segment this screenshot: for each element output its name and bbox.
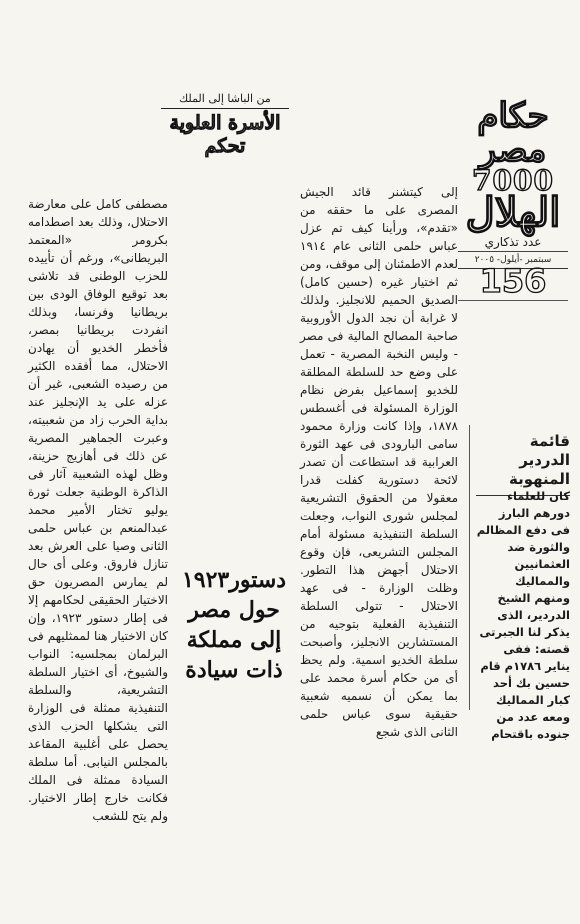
- masthead-date: سبتمبر -أيلول- ٢٠٠٥: [458, 251, 568, 268]
- article-text-left: مصطفى كامل على معارضة الاحتلال، وذلك بعد اصطدامه بكرومر «المعتمد البريطانى»، ورغم أن تأييده للحزب الوطنى قد تلاشى بعد توقيع الوفاق الودى بين بريطانيا وفرنسا، وبذلك انفردت بريطانيا بمصر، فأخطر الخديو أن يهادن الاحتلال، مما أفقده الكثير من رصيده الشعبى، غير أن عزله على يد الإنجليز عند بداية الحرب زاد من شعبيته، وعبرت الجماهير المصرية عن ذلك فى أهازيج حزينة، وظل لهذه الشعبية آثار فى الذاكرة الوطنية جعلت ثورة يوليو تختار الأمير محمد عبدالمنعم بن عباس حلمى الثانى وصيا على العرش بعد تنازل فاروق. وعلى أى حال لم يمارس المصريون حق الاختيار الحقيقى لحكامهم إلا فى إطار دستور ١٩٢٣، وإن كان الاختيار هنا لممثليهم فى البرلمان بمجلسيه: النواب والشيوخ، أى اختيار السلطة التشريعية، والسلطة التنفيذية ممثلة فى الوزارة التى يشكلها الحزب الذى يحصل على أغلبية المقاعد بالمجلس النيابى. أما سلطة السيادة ممثلة فى الملك فكانت خارج إطار الاختيار. ولم يتح للشعب: [28, 197, 168, 823]
- series-small-title: من الباشا إلى الملك: [179, 92, 271, 105]
- headline-line-1: دستور١٩٢٣: [181, 567, 287, 593]
- issue-number: 156: [458, 262, 568, 301]
- series-main-title: الأسرة العلوية تحكم: [169, 112, 281, 157]
- masthead: [458, 95, 568, 269]
- masthead-logo: الهلال: [465, 189, 561, 236]
- article-text-right: إلى كيتشنر قائد الجيش المصرى على ما حققه من «تقدم»، ورأينا كيف تم عزل عباس حلمى الثانى عام ١٩١٤ لعدم الاطمئنان إلى موقف، ومن ثم اختيار غيره (حسين كامل) الصديق الحميم للانجليز. ولذلك لا غرابة أن نجد الدول الأوروبية صاحبة المصالح المالية فى مصر - وليس النخبة المصرية - تعمل على وضع حد للسلطة المطلقة للخديو إسماعيل بفرض نظام الوزارة المسئولة فى أغسطس ١٨٧٨، وإذا كانت وزارة محمود سامى البارودى فى عهد الثورة العرابية قد استطاعت أن تصدر لائحة دستورية كفلت قدرا معقولا من الحقوق التشريعية لمجلس شورى النواب، وجعلت السلطة التنفيذية مسئولة أمام المجلس التشريعى، فإن وقوع الاحتلال أجهض هذا التطور. وظلت الوزارة - فى عهد الاحتلال - تتولى السلطة التنفيذية الفعلية بتوجيه من المستشارين الانجليز، وأصبحت سلطة الخديو اسمية. ولم يحظ أى من حكام أسرة محمد على بما يمكن أن نسميه شعبية حقيقية سوى عباس حلمى الثانى الذى شجع: [300, 185, 458, 739]
- article-column-right: [300, 183, 458, 741]
- sidebar-title: قائمة الدردير المنهوبة: [476, 432, 570, 496]
- masthead-number: 7000: [472, 164, 554, 197]
- masthead-line-1: حكام: [477, 96, 549, 136]
- series-title: [155, 92, 295, 158]
- headline-line-3: إلى مملكة: [186, 627, 282, 653]
- headline-line-2: حول مصر: [188, 597, 280, 623]
- sidebar-text: كان للعلماء دورهم البارز فى دفع المظالم والثورة ضد العثمانيين والمماليك ومنهم الشيخ الدردير، الذى يذكر لنا الجبرتى قصته: ففى يناير ١٧٨٦م قام حسين بك أحد كبار المماليك ومعه عدد من جنوده باقتحام: [476, 489, 570, 741]
- series-divider: [161, 108, 289, 109]
- masthead-line-2: مصر: [479, 130, 547, 170]
- headline-box: [175, 565, 293, 685]
- headline-line-4: ذات سيادة: [185, 657, 283, 683]
- article-column-left: [28, 183, 168, 837]
- masthead-sub: عدد تذكاري: [484, 235, 542, 249]
- sidebar-divider: [469, 425, 470, 710]
